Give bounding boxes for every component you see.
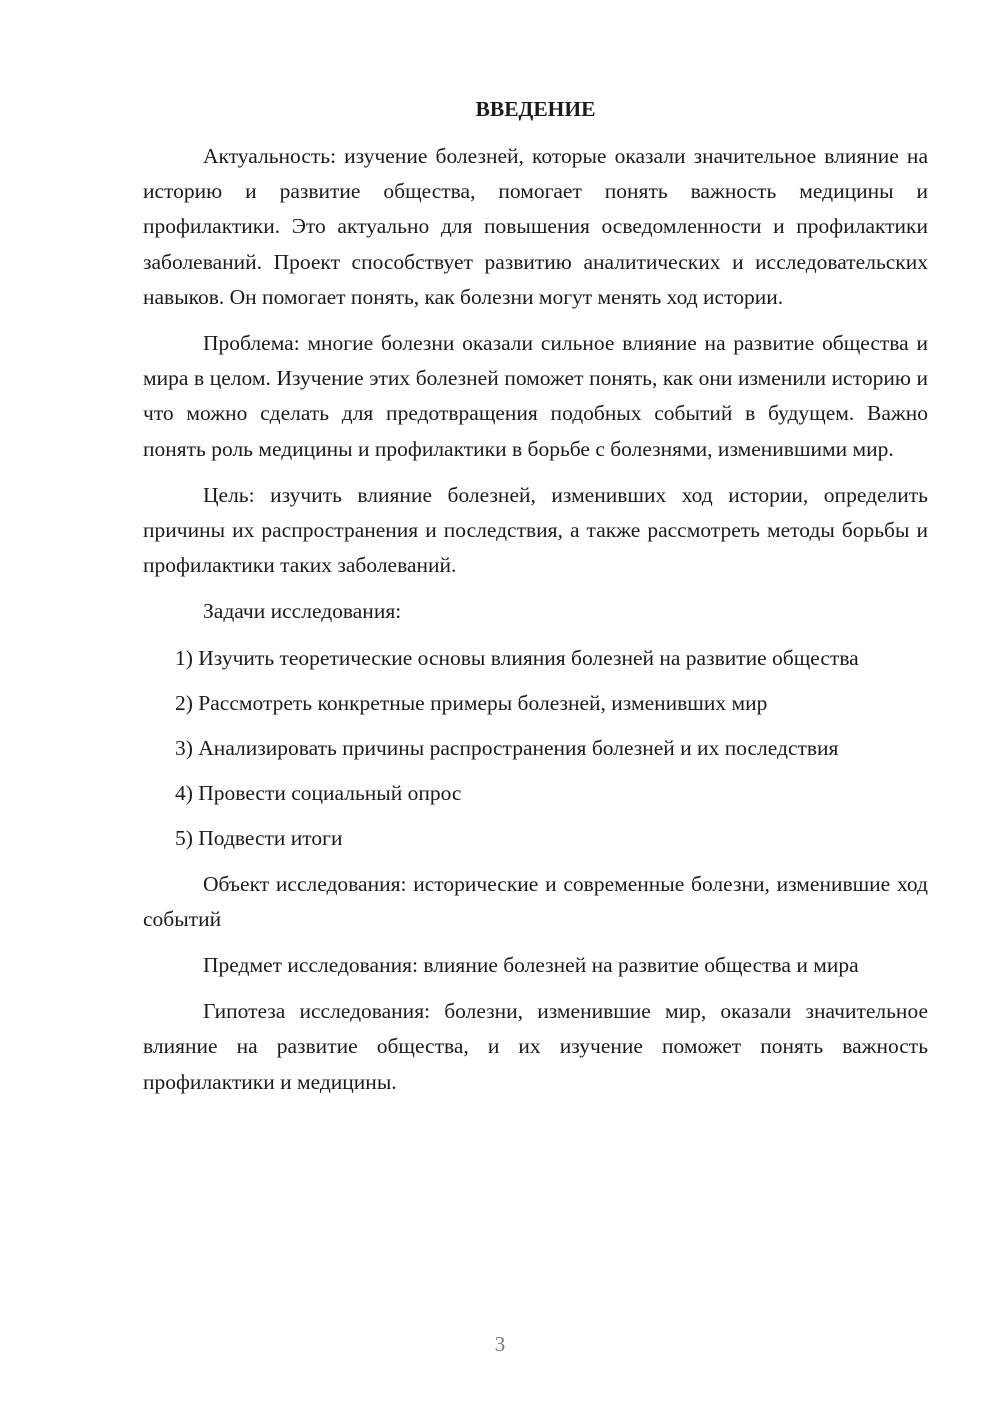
task-item-2: 2) Рассмотреть конкретные примеры болезней, изменивших мир bbox=[175, 690, 768, 715]
object-paragraph: Объект исследования: исторические и современные болезни, изменившие ход событий bbox=[143, 871, 928, 931]
relevance-paragraph: Актуальность: изучение болезней, которые оказали значительное влияние на историю и развитие общества, помогает понять важность медицины и профилактики. Это актуально для повышения осведомленности и профилактики заболеваний. Проект способствует развитию аналитических и исследовательских навыков. Он помогает понять, как болезни могут менять ход истории. bbox=[143, 144, 928, 309]
tasks-heading: Задачи исследования: bbox=[203, 599, 402, 624]
goal-paragraph: Цель: изучить влияние болезней, изменивших ход истории, определить причины их распространения и последствия, а также рассмотреть методы борьбы и профилактики таких заболеваний. bbox=[143, 482, 928, 578]
task-item-4: 4) Провести социальный опрос bbox=[175, 781, 462, 806]
task-item-3: 3) Анализировать причины распространения болезней и их последствия bbox=[175, 736, 839, 761]
page-number: 3 bbox=[494, 1332, 506, 1356]
problem-paragraph: Проблема: многие болезни оказали сильное влияние на развитие общества и мира в целом. Изучение этих болезней поможет понять, как они изменили историю и что можно сделать для предотвращения подобных событий в будущем. Важно понять роль медицины и профилактики в борьбе с болезнями, изменившими мир. bbox=[143, 331, 928, 461]
section-title: ВВЕДЕНИЕ bbox=[475, 97, 596, 121]
document-page bbox=[143, 92, 928, 1111]
task-item-1: 1) Изучить теоретические основы влияния болезней на развитие общества bbox=[175, 645, 859, 670]
subject-paragraph: Предмет исследования: влияние болезней на развитие общества и мира bbox=[203, 953, 859, 978]
task-item-5: 5) Подвести итоги bbox=[175, 826, 343, 851]
hypothesis-paragraph: Гипотеза исследования: болезни, изменившие мир, оказали значительное влияние на развитие общества, и их изучение поможет понять важность профилактики и медицины. bbox=[143, 999, 928, 1094]
